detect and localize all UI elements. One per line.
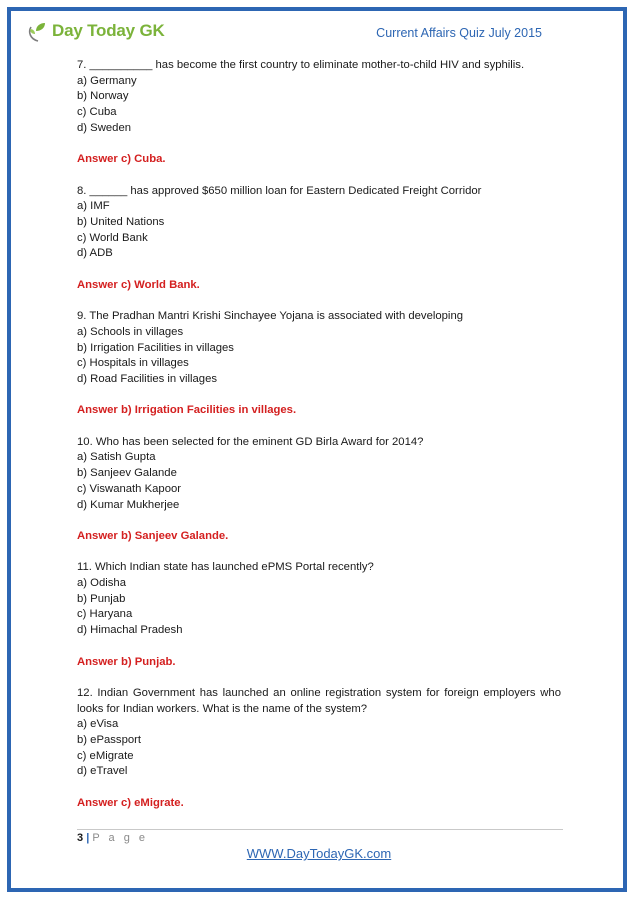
- answer-text: Answer c) World Bank.: [77, 278, 200, 291]
- website-link[interactable]: WWW.DayTodayGK.com: [246, 846, 392, 861]
- option: a) Schools in villages: [77, 325, 184, 338]
- option: b) Sanjeev Galande: [77, 467, 177, 480]
- page-number-value: 3: [77, 832, 84, 844]
- option: c) Hospitals in villages: [77, 357, 189, 370]
- quiz-content: [77, 58, 561, 812]
- question-block: [77, 58, 561, 184]
- question-text: 11. Which Indian state has launched ePMS Portal recently?: [77, 561, 374, 574]
- footer-divider: [77, 829, 563, 830]
- leaf-logo-icon: [26, 19, 50, 43]
- logo-text-gk: GK: [139, 21, 165, 40]
- answer-text: Answer b) Punjab.: [77, 655, 176, 668]
- option: d) ADB: [77, 247, 113, 260]
- option: d) Himachal Pradesh: [77, 624, 183, 637]
- header-title: Current Affairs Quiz July 2015: [376, 26, 542, 40]
- option: a) IMF: [77, 200, 110, 213]
- option: c) eMigrate: [77, 749, 134, 762]
- question-block: [77, 686, 561, 812]
- answer-text: Answer c) Cuba.: [77, 153, 166, 166]
- option: d) eTravel: [77, 765, 128, 778]
- option: c) Haryana: [77, 608, 133, 621]
- site-logo: [26, 17, 165, 45]
- answer-text: Answer b) Sanjeev Galande.: [77, 529, 229, 542]
- question-text: 12. Indian Government has launched an online registration system for foreign employers who looks for Indian workers. What is the name of the system?: [77, 686, 561, 715]
- page-number: [77, 832, 148, 844]
- logo-text-main: Day Today: [52, 21, 140, 40]
- option: a) Satish Gupta: [77, 451, 156, 464]
- option: b) Irrigation Facilities in villages: [77, 341, 234, 354]
- option: a) Germany: [77, 74, 137, 87]
- question-block: [77, 184, 561, 310]
- option: b) Norway: [77, 90, 129, 103]
- option: c) World Bank: [77, 231, 148, 244]
- answer-text: Answer b) Irrigation Facilities in villages.: [77, 404, 297, 417]
- question-text: 8. ______ has approved $650 million loan for Eastern Dedicated Freight Corridor: [77, 184, 482, 197]
- option: a) Odisha: [77, 577, 126, 590]
- option: a) eVisa: [77, 718, 119, 731]
- option: b) ePassport: [77, 734, 142, 747]
- option: b) Punjab: [77, 592, 126, 605]
- logo-text: [52, 21, 165, 41]
- question-block: [77, 560, 561, 686]
- question-text: 10. Who has been selected for the eminent GD Birla Award for 2014?: [77, 435, 424, 448]
- option: d) Kumar Mukherjee: [77, 498, 180, 511]
- option: d) Sweden: [77, 121, 132, 134]
- question-text: 7. __________ has become the first country to eliminate mother-to-child HIV and syphilis.: [77, 59, 525, 71]
- answer-text: Answer c) eMigrate.: [77, 796, 184, 809]
- option: d) Road Facilities in villages: [77, 373, 218, 385]
- question-block: [77, 435, 561, 561]
- question-block: [77, 309, 561, 435]
- option: c) Cuba: [77, 106, 117, 119]
- page-label: P a g e: [92, 832, 148, 844]
- option: b) United Nations: [77, 216, 165, 228]
- option: c) Viswanath Kapoor: [77, 482, 182, 495]
- question-text: 9. The Pradhan Mantri Krishi Sinchayee Yojana is associated with developing: [77, 310, 464, 323]
- page-separator: |: [86, 832, 90, 844]
